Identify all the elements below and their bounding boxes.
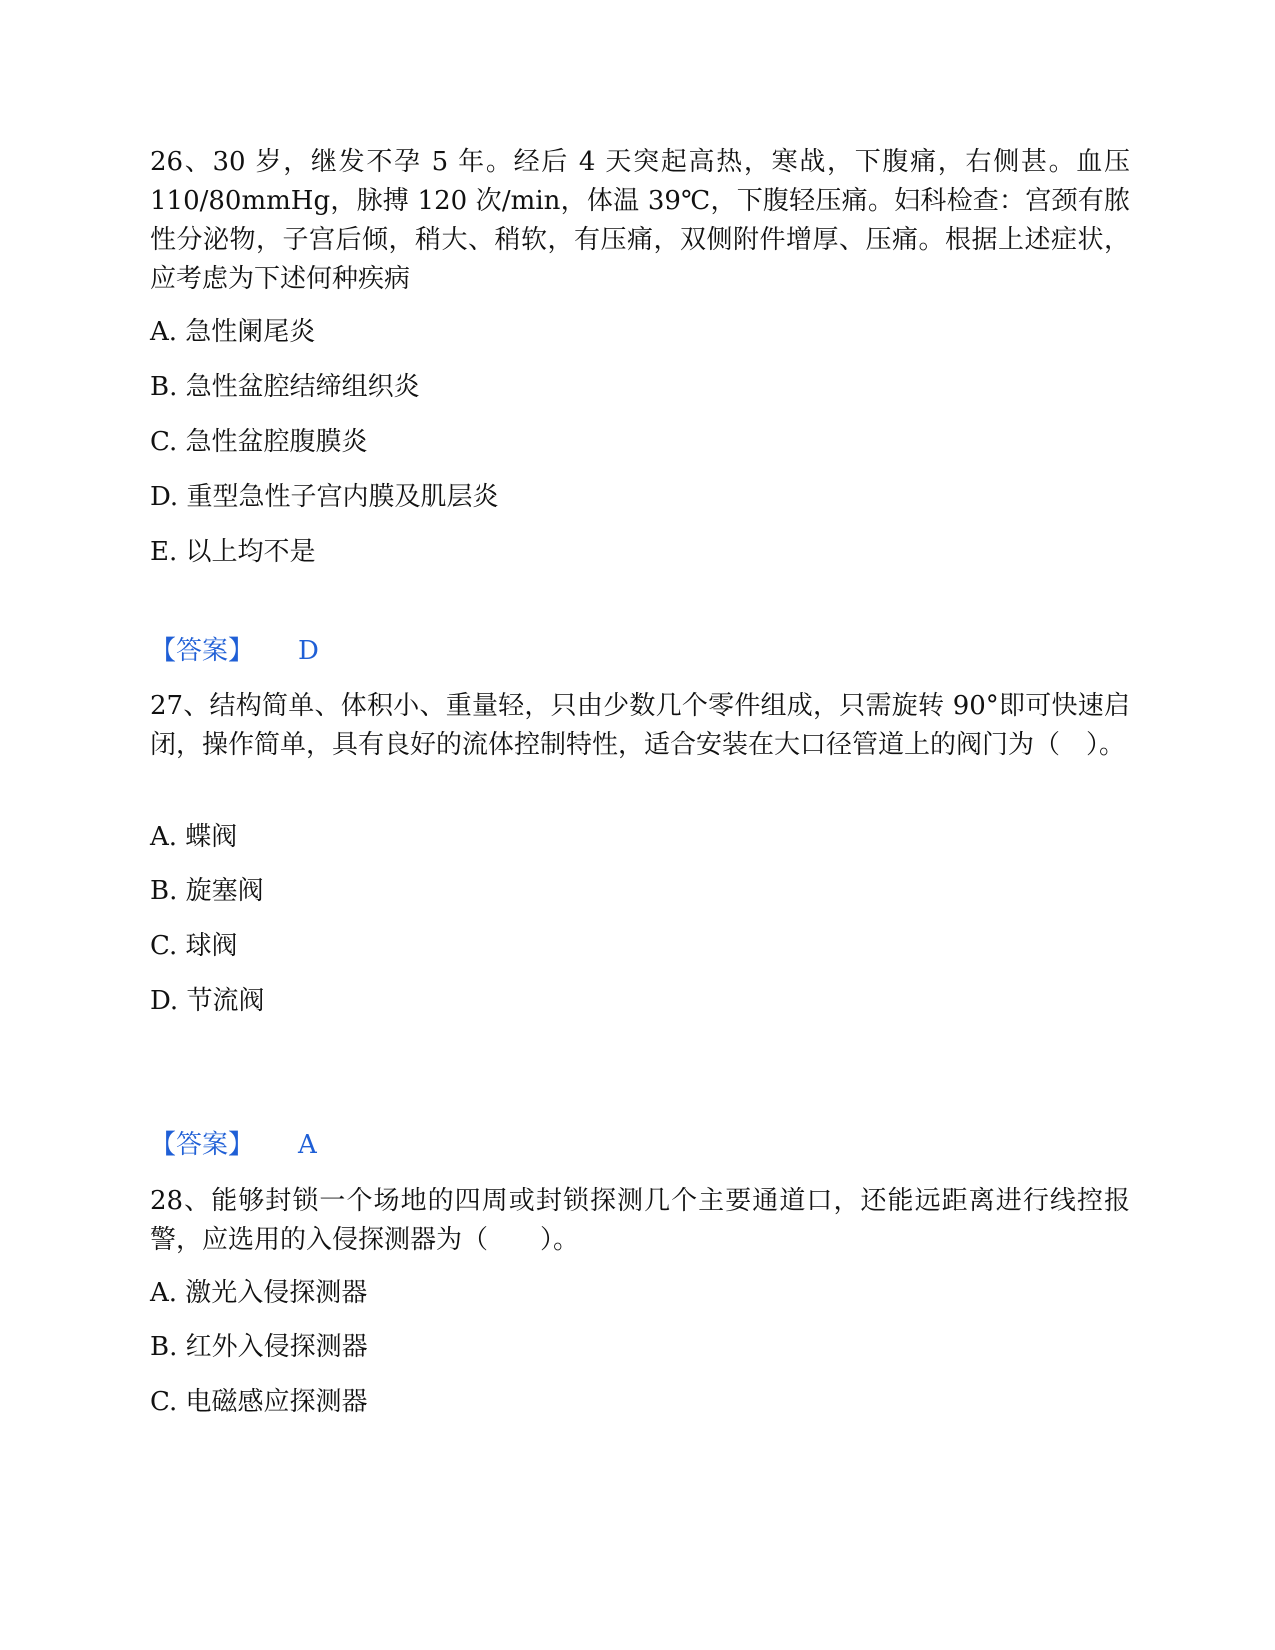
answer-value: D — [298, 636, 319, 666]
option-c: C. 电磁感应探测器 — [150, 1387, 368, 1417]
question-27 — [150, 687, 1130, 765]
option-c: C. 急性盆腔腹膜炎 — [150, 427, 368, 457]
option-b: B. 旋塞阀 — [150, 876, 264, 906]
option-e: E. 以上均不是 — [150, 537, 316, 567]
question-26 — [150, 143, 1130, 299]
option-b: B. 急性盆腔结缔组织炎 — [150, 372, 420, 402]
answer-label: 【答案】 — [150, 636, 255, 666]
option-b: B. 红外入侵探测器 — [150, 1332, 368, 1362]
question-text: 26、30 岁，继发不孕 5 年。经后 4 天突起高热，寒战，下腹痛，右侧甚。血压 110/80mmHg，脉搏 120 次/min，体温 39℃，下腹轻压痛。妇科检查：宫颈有脓性分泌物，子宫后倾，稍大、稍软，有压痛，双侧附件增厚、压痛。根据上述症状，应考虑为下述何种疾病 — [150, 147, 1130, 294]
option-d: D. 重型急性子宫内膜及肌层炎 — [150, 482, 499, 512]
answer-value: A — [298, 1130, 317, 1160]
question-28 — [150, 1182, 1130, 1260]
answer-27 — [150, 1128, 317, 1162]
option-a: A. 蝶阀 — [150, 822, 238, 852]
answer-label: 【答案】 — [150, 1130, 255, 1160]
option-a: A. 急性阑尾炎 — [150, 317, 316, 347]
question-text: 28、能够封锁一个场地的四周或封锁探测几个主要通道口，还能远距离进行线控报警，应选用的入侵探测器为（ ）。 — [150, 1186, 1130, 1255]
option-c: C. 球阀 — [150, 931, 238, 961]
option-a: A. 激光入侵探测器 — [150, 1278, 368, 1308]
option-d: D. 节流阀 — [150, 986, 265, 1016]
answer-26 — [150, 634, 319, 668]
question-text: 27、结构简单、体积小、重量轻，只由少数几个零件组成，只需旋转 90°即可快速启闭，操作简单，具有良好的流体控制特性，适合安装在大口径管道上的阀门为（ ）。 — [150, 691, 1130, 760]
